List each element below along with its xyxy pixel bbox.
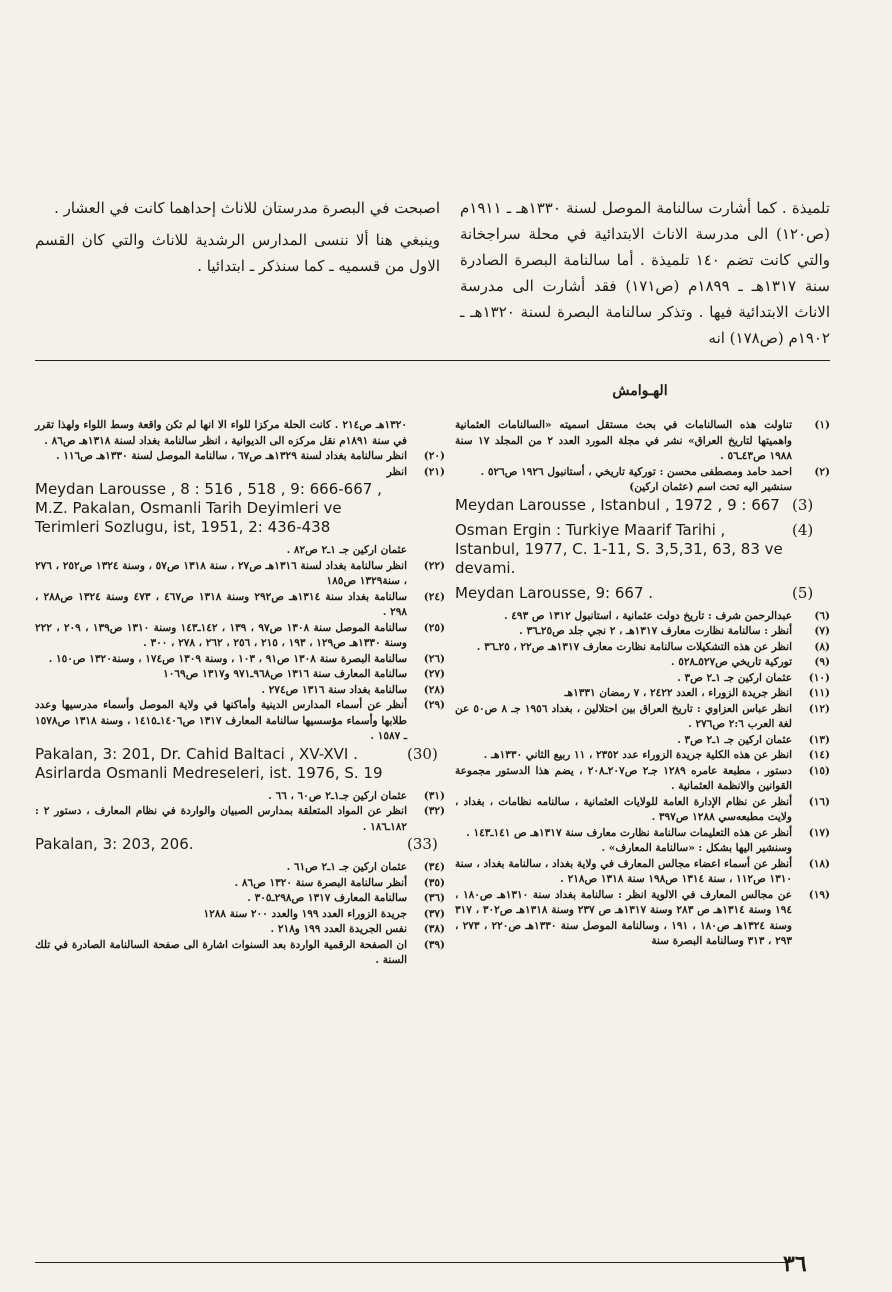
footnote-text: Meydan Larousse , 8 : 516 , 518 , 9: 666-667 , M.Z. Pakalan, Osmanli Tarih Deyimleri ve Terimleri Sozlugu, ist, 1951, 2: 436-438 [35,480,382,536]
footnote [455,888,830,950]
footnote-number: (٢٠) [423,450,445,462]
footnote-number: (4) [792,520,814,539]
footnote [455,748,830,764]
footnote [455,496,830,515]
footnote-number: (5) [792,583,814,602]
footnote [35,543,445,559]
footnote-text: أنظر سالنامة البصرة سنة ١٣٢٠ ص٨٦ . [234,876,407,889]
footnote [455,655,830,671]
footnote [455,480,830,496]
footnote [455,826,830,842]
footnote-number: (٣٢) [423,805,445,817]
bottom-rule [35,1262,790,1263]
footnote-number: (٣٩) [423,938,445,951]
footnote [35,938,445,969]
footnote-number: (٦) [814,609,830,622]
footnote-number: (١٥) [808,764,830,777]
footnote-text: سالنامة بغداد سنة ١٣١٦ ص٢٧٤ . [261,683,407,696]
footnote-text: Pakalan, 3: 203, 206. [35,835,194,853]
footnote [455,733,830,749]
footnote-separator [35,360,830,361]
footnote-number: (٢٩) [423,699,445,711]
footnote-text: عثمان اركين جـ١ـ٢ ص٦٠ ، ٦٦ . [268,789,407,802]
footnote-number: (٨) [814,640,830,653]
footnote-text: عثمان اركين جـ ١ـ٢ ص٣ . [677,733,792,746]
footnote-text: Meydan Larousse, 9: 667 . [455,583,654,602]
footnote-text: انظر [386,465,407,478]
footnote-text: عبدالرحمن شرف : تاريخ دولت عثمانية ، استانبول ١٣١٢ ص ٤٩٣ . [503,609,792,622]
footnote-text: Meydan Larousse , Istanbul , 1972 , 9 : 667 [455,495,780,514]
footnote [455,609,830,625]
footnote-text: Pakalan, 3: 201, Dr. Cahid Baltaci , XV-XVI . Asirlarda Osmanli Medreseleri, ist. 1976, S. 19 [35,744,383,782]
body-paragraph: اصبحت في البصرة مدرستان للاناث إحداهما كانت في العشار . [54,199,440,217]
footnote [35,559,445,590]
footnote-number: (٣٥) [423,876,445,889]
footnote-number: (١٤) [808,749,830,761]
footnote-text: أنظر عن هذه التعليمات سالنامة نظارت معارف سنة ١٣١٧هـ ص ١٤١ـ١٤٣ . [466,826,792,839]
footnote-number: (33) [407,835,438,853]
footnote-text: نفس الجريدة العدد ١٩٩ و٢١٨ . [270,923,407,935]
footnote-text: عن مجالس المعارف في الالوية انظر : سالنامة بغداد سنة ١٣١٠هـ ص١٨٠ ، ١٩٤ وسنة ١٣١٤هـ ص ٢٨٣ وسنة ١٣١٧هـ ص ٢٣٧ وسنة ١٣١٨هـ ص٣٠٢ ، ٣١٧ وسنة ١٣٢٤هـ ص١٨٠ ، ١٩١ ، وسالنامة الموصل سنة ١٣٣٠هـ ص٢٢٠ ، ٢٧٣ ، ٢٩٣ ، ٣١٣ وسالنامة البصرة سنة [455,888,793,947]
footnote [455,624,830,640]
footnote [35,590,445,621]
footnote [455,671,830,687]
footnote [35,667,445,683]
footnote [35,835,445,854]
footnote-number: (٢٤) [423,590,445,603]
footnote-text: عثمان اركين جـ ١ـ٢ ص٨٢ . [286,544,407,556]
footnote [455,418,830,465]
footnote-text: انظر جريدة الزوراء ، العدد ٢٤٢٢ ، ٧ رمضان ١٣٣١هـ [564,687,792,699]
footnotes-left-column [35,418,445,969]
footnote [455,764,830,795]
footnotes-heading: الهـوامش [612,383,668,399]
footnote-text: انظر سالنامة بغداد لسنة ١٣٢٩هـ ص٦٧ ، سالنامة الموصل لسنة ١٣٣٠هـ ص١١٦ . [55,450,407,462]
footnote-text: جريدة الزوراء العدد ١٩٩ والعدد ٢٠٠ سنة ١٢٨٨ [203,907,407,920]
body-text-right: تلميذة . كما أشارت سالنامة الموصل لسنة ١٣٣٠هـ ـ ١٩١١م (ص١٢٠) الى مدرسة الاناث الابتدائية في محلة سراجخانة والتي كانت تضم ١٤٠ تلميذة . أما سالنامة البصرة الصادرة سنة ١٣١٧هـ ـ ١٨٩٩م (ص١٧١) فقد أشارت الى مدرسة الاناث الابتدائية فيها . وتذكر سالنامة البصرة لسنة ١٣٢٠هـ ـ ١٩٠٢م (ص١٧٨) انه [460,199,831,347]
footnote-number: (١١) [808,687,830,699]
footnote-text: ان الصفحة الرقمية الواردة بعد السنوات اشارة الى صفحة السالنامة الصادرة في تلك السنة . [35,938,407,966]
footnote [35,876,445,892]
footnote-number: (١٧) [808,826,830,839]
footnote-text: أنظر عن نظام الإدارة العامة للولايات العثمانية ، سالنامه نظامات ، بغداد ، ولايت مطبعه‌سي ١٢٨٨ ص٣٩٧ . [455,795,792,823]
footnote [455,857,830,888]
footnote [455,686,830,702]
footnote-number: (٣٦) [423,892,445,904]
footnote [455,841,830,857]
footnote-number: (١٩) [808,888,830,901]
footnote [35,804,445,835]
footnote-text: سنشير اليه تحت اسم (عثمان اركين) [629,481,792,493]
footnote [35,465,445,481]
footnote-text: انظر عباس العزاوي : تاريخ العراق بين احتلالين ، بغداد ١٩٥٦ جـ ٨ ص٥٠ عن لغة العرب ٢:٦ ص٢٧٦ . [455,702,792,730]
footnote [35,418,445,449]
footnote-number: (١٨) [808,857,830,870]
footnote-text: أنظر : سالنامة نظارت معارف ١٣١٧هـ ، ٢ نجي جلد ص٢٥ـ٣٦ . [519,625,792,637]
footnote-text: وسنشير اليها بشكل : «سالنامة المعارف» . [601,842,792,854]
footnote-number: (٣٧) [423,907,445,920]
footnote [455,584,830,603]
footnote-text: توركية تاريخي ص٥٢٧ـ٥٢٨ . [670,656,792,668]
footnote-number: (٢٦) [423,652,445,665]
page-number: ٣٦ [783,1251,807,1277]
footnote-text: انظر عن المواد المتعلقة بمدارس الصبيان والواردة في نظام المعارف ، دستور ٢ : ١٨٢ـ١٨٦ . [35,805,407,833]
footnote-number: (٢٧) [423,668,445,680]
footnote-number: (١٠) [808,671,830,684]
footnote-number: (٩) [814,656,830,668]
footnote-text: انظر عن هذه الكلية جريدة الزوراء عدد ٢٣٥٢ ، ١١ ربيع الثاني ١٣٣٠هـ . [483,749,792,761]
footnote-number: (3) [792,495,814,514]
footnote-text: عثمان اركين جـ ١ـ٢ ص٣ . [677,671,792,684]
footnote-text: سالنامة الموصل سنة ١٣٠٨ ص٩٧ ، ١٣٩ ، ١٤٢ـ١٤٣ وسنة ١٣١٠ ص١٣٩ ، ٢٠٩ ، ٢٢٢ وسنة ١٣٣٠هـ ص١٢٩ ، ١٩٣ ، ٢١٥ ، ٢٥٦ ، ٢٦٢ ، ٢٧٨ ، ٣٠٠ . [35,621,407,649]
footnote-number: (٢٢) [423,559,445,572]
footnote-number: (30) [407,744,438,763]
footnote [35,891,445,907]
footnote [455,795,830,826]
footnote-number: (٢٥) [423,621,445,634]
footnote-text: سالنامة البصرة سنة ١٣٠٨ ص٩١ ، ١٠٣ ، وسنة ١٣٠٩ ص١٧٤ ، وسنة١٣٢٠ ص١٥٠ . [48,652,407,665]
footnote [35,789,445,805]
footnote [455,702,830,733]
footnote-number: (٢٨) [423,683,445,696]
footnote-text: سالنامة بغداد سنة ١٣١٤هـ ص٢٩٢ وسنة ١٣١٨ ص٤٦٧ ، ٤٧٣ وسنة ١٣٢٤ ص٢٨٨ ، ٢٩٨ . [35,590,408,618]
footnote [35,683,445,699]
footnote [35,621,445,652]
footnotes-right-column [455,418,830,950]
footnote-number: (٧) [814,625,830,637]
footnote-text: احمد حامد ومصطفى محسن : توركية تاريخي ، أستانبول ١٩٢٦ ص٥٢٦ . [480,465,792,478]
footnote [455,465,830,481]
footnote [35,652,445,668]
footnote-text: أنظر عن أسماء المدارس الدينية وأماكنها في ولاية الموصل وأسماء مدرسيها وعدد طلابها وأسماء مؤسسيها سالنامة المعارف ١٣١٧ ص١٤٠٦ـ١٤١٥ ، وسنة ١٣١٨ ص١٥٧٨ ـ ١٥٨٧ . [35,699,408,742]
footnote [35,449,445,465]
footnote [35,698,445,745]
footnote-number: (٢) [814,465,830,478]
footnote-text: سالنامة المعارف سنة ١٣١٦ ص٩٦٨ـ٩٧١ و١٣١٧ ص١٠٦٩ [163,668,407,680]
footnote [455,640,830,656]
footnote-text: انظر عن هذه التشكيلات سالنامة نظارت معارف ١٣١٧هـ ص٢٢ ، ٢٥ـ٣٦ . [476,640,792,653]
footnote-number: (٣٨) [423,923,445,935]
footnote-text: تناولت هذه السالنامات في بحث مستقل اسميته «السالنامات العثمانية واهميتها لتاريخ العراق» نشر في مجلة المورد العدد ٢ من المجلد ١٧ سنة ١٩٨٨ ص٤٣ـ٥٦ . [455,419,792,462]
footnote [35,745,445,783]
footnote-number: (٢١) [423,465,445,478]
footnote-number: (١٦) [808,795,830,808]
footnote [455,521,830,578]
footnote [35,922,445,938]
body-text-left [35,195,440,285]
footnote [35,480,445,537]
footnote-text: عثمان اركين جـ ١ـ٢ ص٦١ . [286,861,407,873]
footnote [35,907,445,923]
body-paragraph: وينبغي هنا ألا ننسى المدارس الرشدية للاناث والتي كان القسم الاول من قسميه ـ كما سنذكر ـ ابتدائيا . [35,231,440,275]
footnote-number: (١٢) [808,702,830,715]
footnote-text: Osman Ergin : Turkiye Maarif Tarihi , Istanbul, 1977, C. 1-11, S. 3,5,31, 63, 83 ve devami. [455,520,783,577]
footnote [35,860,445,876]
footnote-text: ١٣٢٠هـ ص٢١٤ . كانت الحلة مركزا للواء الا انها لم تكن واقعة وسط اللواء ولهذا تقرر في سنة ١٨٩١م نقل مركزه الى الديوانية ، انظر سالنامة بغداد لسنة ١٣١٨هـ ص٨٦ . [35,419,407,447]
footnote-text: انظر سالنامة بغداد لسنة ١٣١٦هـ ص٢٧ ، سنة ١٣١٨ ص٥٧ ، وسنة ١٣٢٤ ص٢٥٢ ، ٢٧٦ ، سنة١٣٢٩ ص١٨٥ [35,559,407,587]
footnote-number: (١) [814,419,830,431]
footnote-number: (٣٤) [423,861,445,873]
footnote-text: دستور ، مطبعة عامره ١٢٨٩ جـ٢ ص٢٠٧ـ٢٠٨ ، يضم هذا الدستور مجموعة القوانين والانظمة العثمانية . [455,764,792,792]
footnote-text: أنظر عن أسماء اعضاء مجالس المعارف في ولاية بغداد ، سالنامة بغداد ، سنة ١٣١٠ ص١١٢ ، سنة ١٣١٤ ص١٩٨ سنة ١٣١٨ ص٢١٨ . [455,857,792,885]
footnote-number: (١٣) [808,733,830,746]
footnote-text: سالنامة المعارف ١٣١٧ ص٢٩٨ـ٣٠٥ . [247,892,407,904]
footnote-number: (٣١) [423,789,445,802]
